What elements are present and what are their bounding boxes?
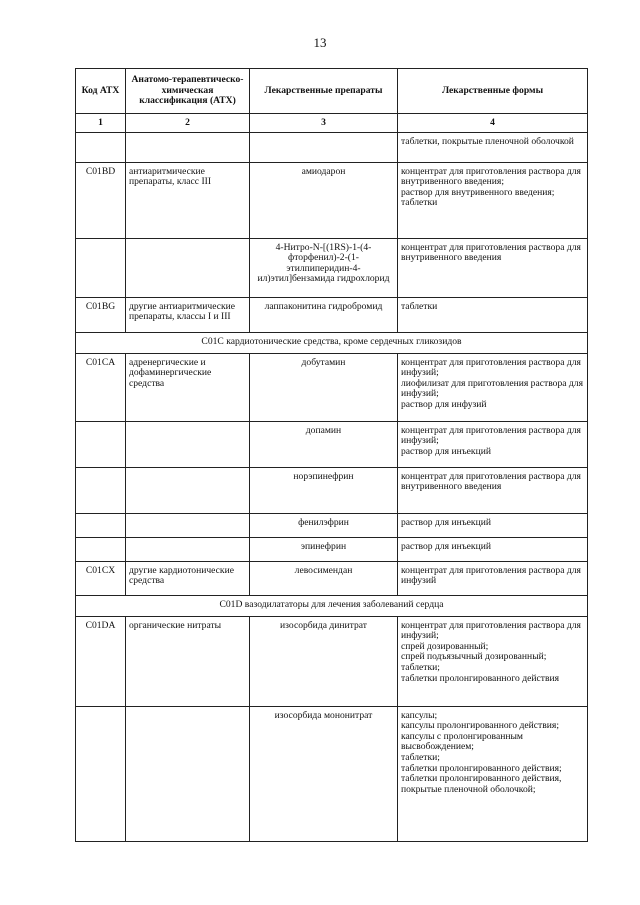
class-cell [126, 238, 250, 297]
header-drugs: Лекарственные препараты [250, 69, 398, 114]
table-row [76, 537, 588, 561]
class-cell [126, 132, 250, 162]
code-cell [76, 238, 126, 297]
table-row [76, 132, 588, 162]
col-number: 1 [76, 114, 126, 133]
code-cell [76, 537, 126, 561]
forms-cell: концентрат для приготовления раствора для внутривенного введения [398, 238, 588, 297]
table-row [76, 297, 588, 332]
header-forms: Лекарственные формы [398, 69, 588, 114]
code-cell [76, 421, 126, 467]
drug-cell: фенилэфрин [250, 513, 398, 537]
col-number: 3 [250, 114, 398, 133]
drug-cell: эпинефрин [250, 537, 398, 561]
class-cell [126, 706, 250, 841]
table-row [76, 353, 588, 421]
class-cell: органические нитраты [126, 616, 250, 706]
table-row [76, 467, 588, 513]
col-number: 2 [126, 114, 250, 133]
group-row [76, 595, 588, 616]
table-row [76, 421, 588, 467]
code-cell [76, 513, 126, 537]
forms-cell: концентрат для приготовления раствора для инфузий; раствор для инъекций [398, 421, 588, 467]
drug-cell: добутамин [250, 353, 398, 421]
forms-cell: таблетки [398, 297, 588, 332]
drug-cell: лаппаконитина гидробромид [250, 297, 398, 332]
class-cell: другие антиаритмические препараты, классы I и III [126, 297, 250, 332]
forms-cell: концентрат для приготовления раствора для внутривенного введения; раствор для внутривенного введения; таблетки [398, 162, 588, 238]
forms-cell: концентрат для приготовления раствора для инфузий [398, 561, 588, 595]
drug-cell: норэпинефрин [250, 467, 398, 513]
group-row [76, 332, 588, 353]
table-row [76, 162, 588, 238]
forms-cell: раствор для инъекций [398, 513, 588, 537]
group-heading: C01D вазодилататоры для лечения заболеваний сердца [76, 595, 588, 616]
class-cell [126, 537, 250, 561]
table-row [76, 561, 588, 595]
code-cell [76, 467, 126, 513]
class-cell [126, 421, 250, 467]
drug-cell: 4-Нитро-N-[(1RS)-1-(4-фторфенил)-2-(1-этилпиперидин-4-ил)этил]бензамида гидрохлорид [250, 238, 398, 297]
code-cell: C01CX [76, 561, 126, 595]
class-cell [126, 513, 250, 537]
header-code: Код АТХ [76, 69, 126, 114]
atx-table [75, 68, 588, 842]
drug-cell: допамин [250, 421, 398, 467]
forms-cell: таблетки, покрытые пленочной оболочкой [398, 132, 588, 162]
class-cell: антиаритмические препараты, класс III [126, 162, 250, 238]
table-row [76, 616, 588, 706]
header-classification: Анатомо-терапевтическо-химическая классификация (АТХ) [126, 69, 250, 114]
class-cell: другие кардиотонические средства [126, 561, 250, 595]
drug-cell: изосорбида динитрат [250, 616, 398, 706]
code-cell [76, 132, 126, 162]
code-cell [76, 706, 126, 841]
drug-cell: левосимендан [250, 561, 398, 595]
table-row [76, 238, 588, 297]
drug-cell: изосорбида мононитрат [250, 706, 398, 841]
group-heading: C01C кардиотонические средства, кроме сердечных гликозидов [76, 332, 588, 353]
forms-cell: концентрат для приготовления раствора для внутривенного введения [398, 467, 588, 513]
code-cell: C01BD [76, 162, 126, 238]
table-row [76, 706, 588, 841]
code-cell: C01DA [76, 616, 126, 706]
forms-cell: капсулы; капсулы пролонгированного действия; капсулы с пролонгированным высвобождением; таблетки; таблетки пролонгированного действия; таблетки пролонгированного действия, покрытые пленочной оболочкой; [398, 706, 588, 841]
forms-cell: концентрат для приготовления раствора для инфузий; спрей дозированный; спрей подъязычный дозированный; таблетки; таблетки пролонгированного действия [398, 616, 588, 706]
numbering-row [76, 114, 588, 133]
class-cell [126, 467, 250, 513]
drug-cell: амиодарон [250, 162, 398, 238]
forms-cell: раствор для инъекций [398, 537, 588, 561]
class-cell: адренергические и дофаминергические средства [126, 353, 250, 421]
code-cell: C01BG [76, 297, 126, 332]
code-cell: C01CA [76, 353, 126, 421]
page-number: 13 [313, 35, 327, 50]
table-row [76, 513, 588, 537]
header-row [76, 69, 588, 114]
col-number: 4 [398, 114, 588, 133]
forms-cell: концентрат для приготовления раствора для инфузий; лиофилизат для приготовления раствора для инфузий; раствор для инфузий [398, 353, 588, 421]
drug-cell [250, 132, 398, 162]
